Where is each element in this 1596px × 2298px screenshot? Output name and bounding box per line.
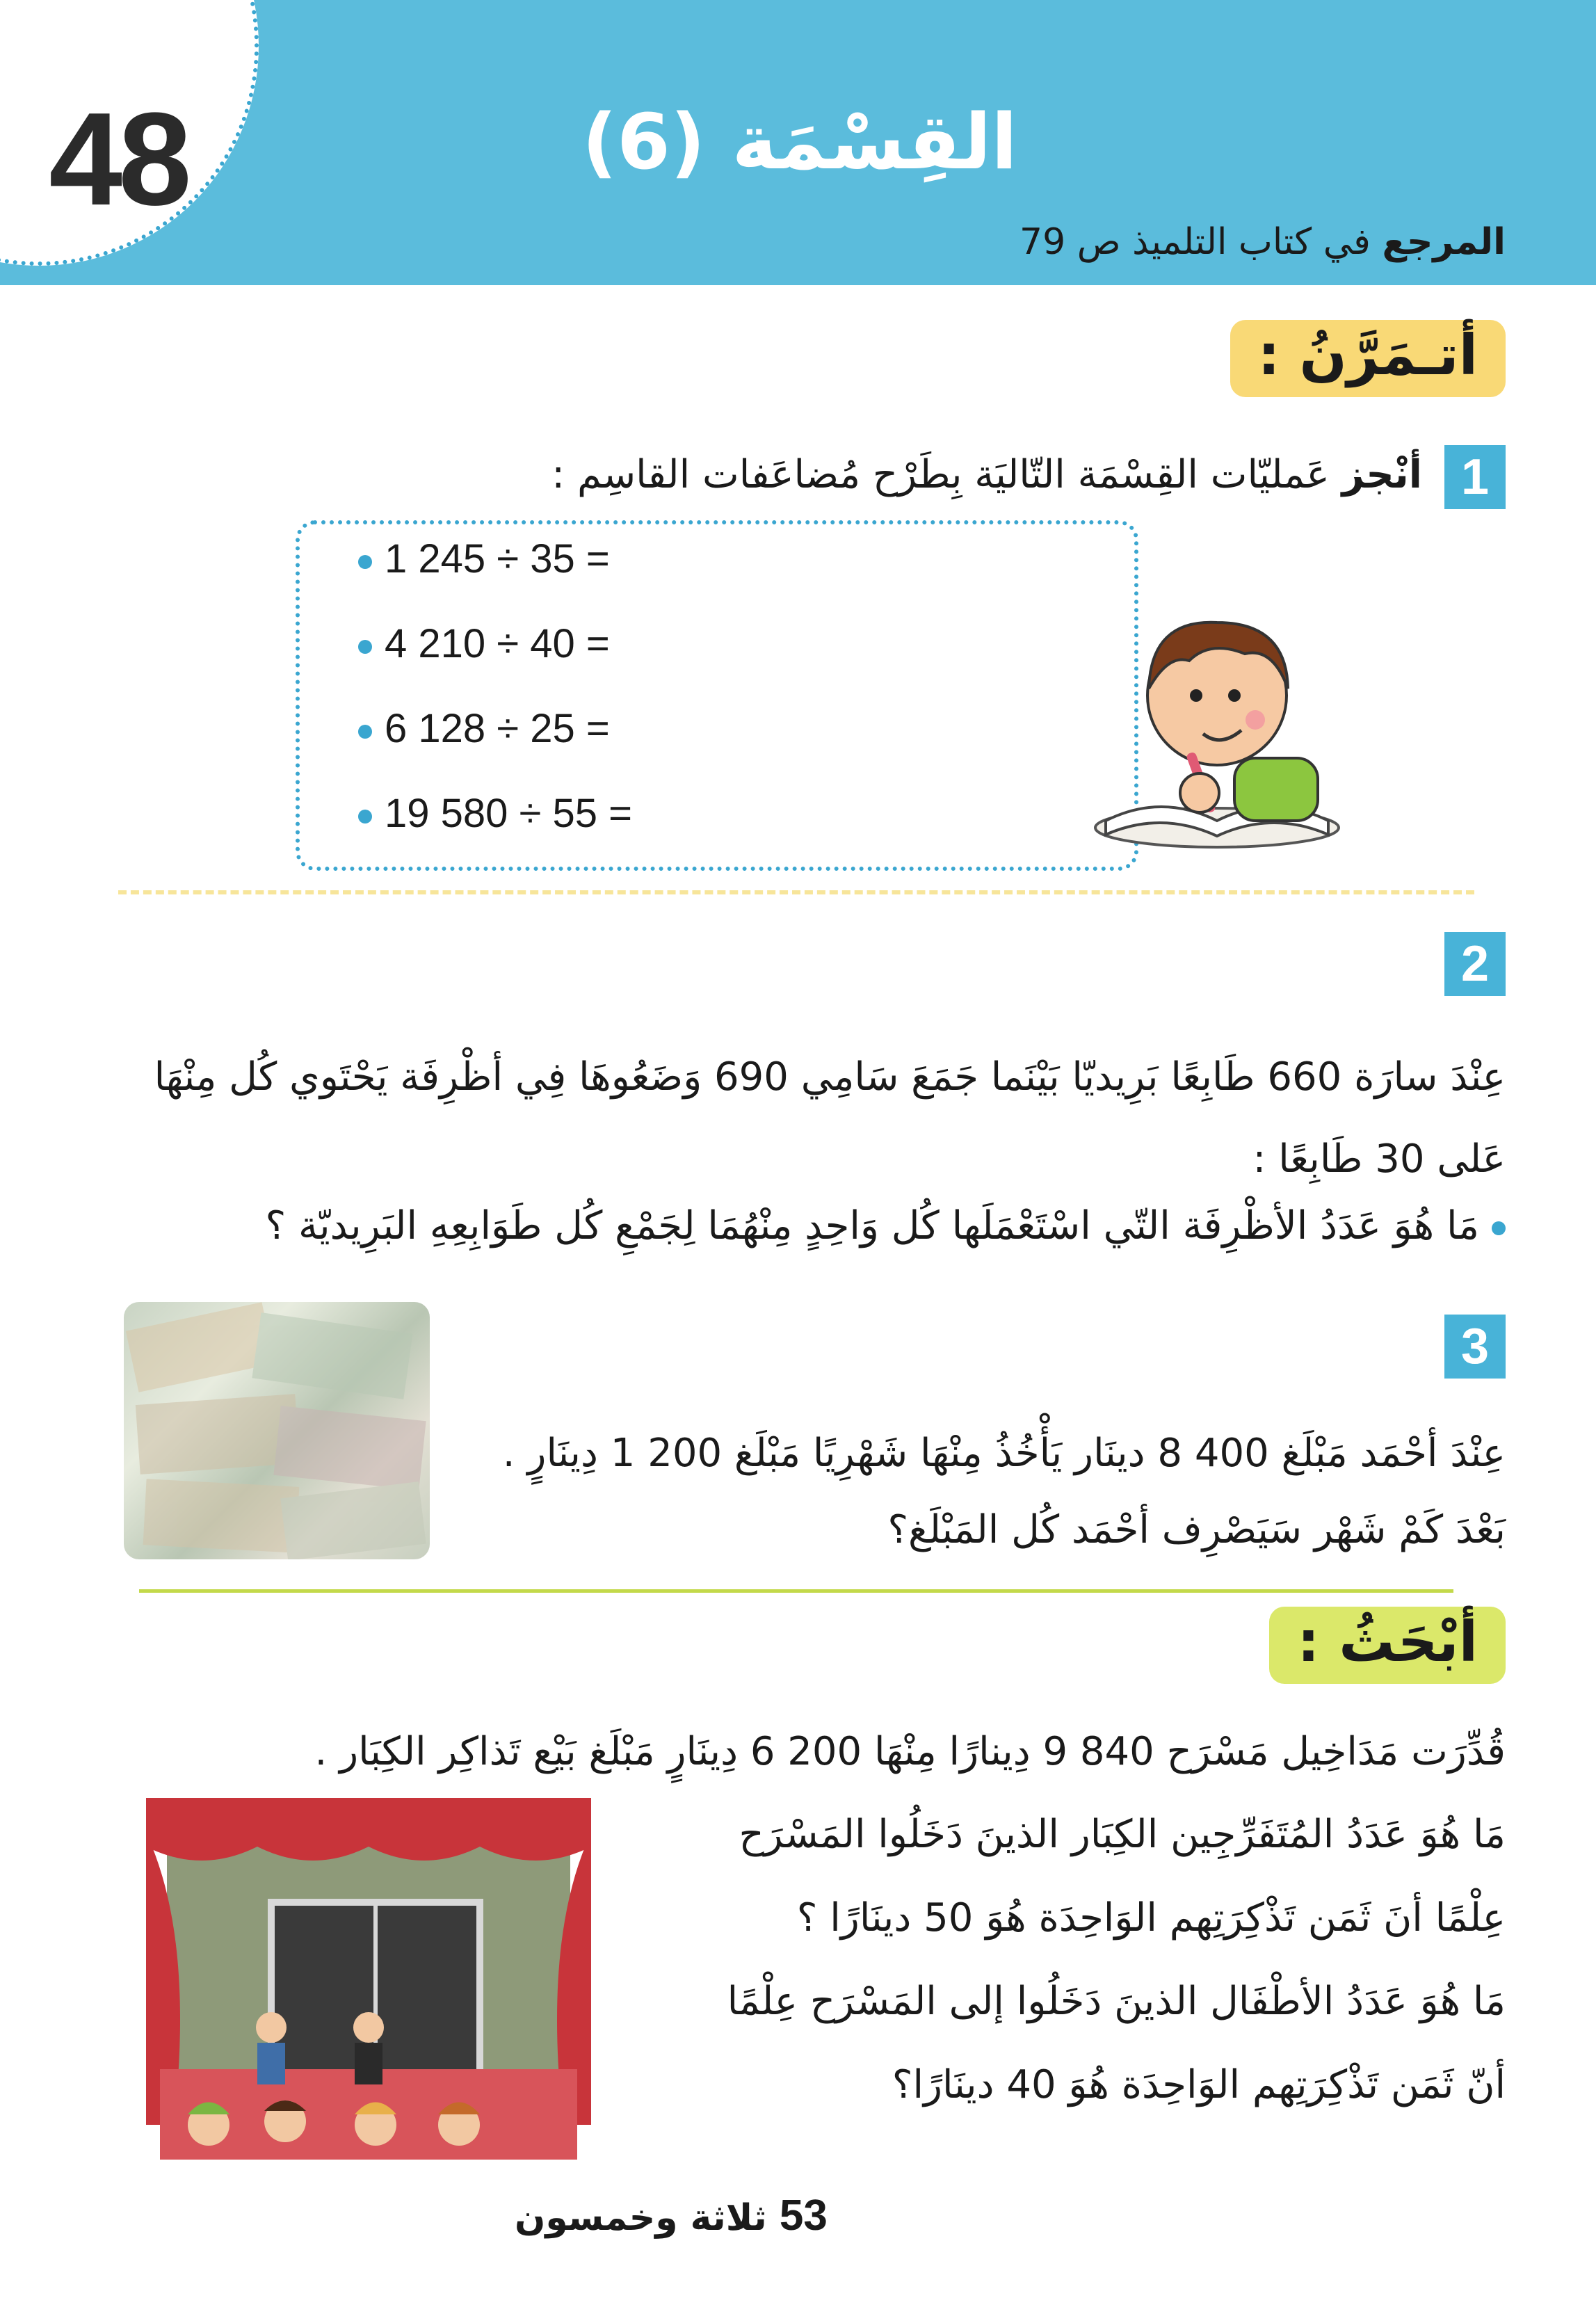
research-line: مَا هُوَ عَدَدُ المُتَفَرِّجِين الكِبَار الذينَ دَخَلُوا المَسْرَح [739, 1812, 1506, 1857]
footer-page-words: ثلاثة وخمسون [515, 2197, 767, 2239]
research-heading: أبْحَثُ : [1269, 1607, 1506, 1684]
research-questions [636, 1793, 1506, 2127]
exercise-number-badge: 2 [1444, 932, 1506, 996]
bullet-dot [358, 640, 372, 654]
exercise-number-badge: 3 [1444, 1315, 1506, 1379]
bullet-dot [358, 725, 372, 739]
boy-reading-illustration [1085, 591, 1349, 855]
research-line: عِلْمًا أنَ ثَمَن تَذْكِرَتِهم الوَاحِدَة هُوَ 50 دينَارًا ؟ [796, 1895, 1506, 1941]
footer-page-number: 53 [779, 2192, 828, 2240]
instruction-verb: أنْجز [1341, 452, 1422, 497]
banknotes-photo [124, 1302, 430, 1559]
exercise3-line: عِنْدَ أحْمَد مَبْلَغ 400 8 دينَار يَأْخُذُ مِنْهَا شَهْرِيًا مَبْلَغ 200 1 دِينَارٍ . [502, 1431, 1506, 1476]
page-number: 48 [49, 86, 188, 233]
research-line: أنّ ثَمَن تَذْكِرَتِهم الوَاحِدَة هُوَ 40 دينَارًا؟ [892, 2062, 1506, 2107]
exercise3-text [435, 1415, 1506, 1568]
reference-label: المرجع [1382, 221, 1506, 263]
exercise1-instruction [240, 452, 1422, 497]
operation-item: 6 128 ÷ 25 = [358, 705, 610, 752]
reference-text: في كتاب التلميذ ص 79 [1019, 221, 1371, 263]
research-text: قُدِّرَت مَدَاخِيل مَسْرَح 840 9 دِينارًا مِنْهَا 200 6 دِينَارٍ مَبْلَغ بَيْع تَذاكِر الكِبَار . [314, 1729, 1506, 1774]
operation-item: 1 245 ÷ 35 = [358, 536, 610, 582]
exercise2-question: مَا هُوَ عَدَدُ الأظْرِفَة التّي اسْتَعْمَلَها كُل وَاحِدٍ مِنْهُمَا لِجَمْعِ كُل طَوَابِعِهِ البَرِيديّة ؟ [73, 1203, 1506, 1248]
exercise2-text: عِنْدَ سارَة 660 طَابِعًا بَرِيديّا بَيْنَما جَمَعَ سَامِي 690 وَضَعُوهَا فِي أظْرِفَة يَحْتَوي كُل مِنْهَا عَلى 30 طَابِعًا : [154, 1054, 1506, 1182]
bullet-dot [358, 810, 372, 823]
lesson-title: القِسْمَة (6) [582, 97, 1017, 186]
research-line: مَا هُوَ عَدَدُ الأطْفَال الذينَ دَخَلُوا إلى المَسْرَح عِلْمًا [727, 1979, 1506, 2024]
instruction-text: عَمليّات القِسْمَة التّاليَة بِطَرْح مُضاعَفات القاسِم : [551, 452, 1330, 497]
reference-line [1019, 221, 1506, 263]
page-footer [515, 2191, 828, 2240]
exercise-number-badge: 1 [1444, 445, 1506, 509]
bullet-dot [358, 555, 372, 569]
practice-heading: أتـمَرَّنُ : [1230, 320, 1506, 397]
operation-item: 19 580 ÷ 55 = [358, 790, 632, 837]
section-divider [139, 1589, 1453, 1593]
exercise3-line: بَعْدَ كَمْ شَهْر سَيَصْرِف أحْمَد كُل المَبْلَغ؟ [887, 1507, 1506, 1552]
bullet-dot [1492, 1221, 1506, 1235]
theater-illustration [146, 1798, 591, 2160]
section-divider [118, 890, 1474, 894]
operation-item: 4 210 ÷ 40 = [358, 620, 610, 667]
